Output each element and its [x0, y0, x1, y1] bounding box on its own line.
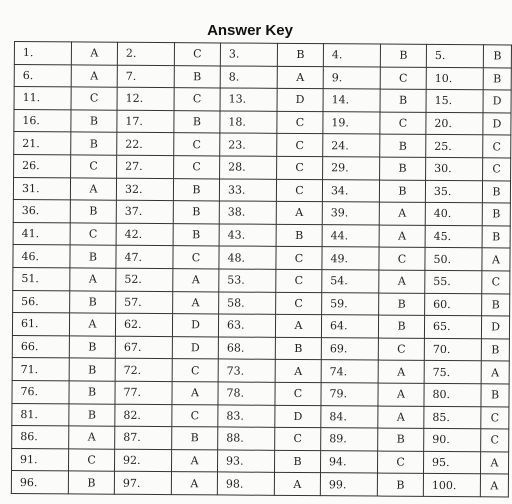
answer-letter: B — [379, 180, 425, 203]
answer-letter: A — [482, 248, 510, 271]
answer-letter: B — [173, 178, 219, 201]
question-number: 79. — [321, 383, 378, 406]
answer-letter: C — [483, 158, 511, 181]
answer-letter: B — [380, 89, 426, 112]
answer-letter: B — [173, 223, 219, 246]
answer-letter: C — [277, 111, 323, 134]
answer-letter: C — [277, 134, 323, 157]
answer-letter: C — [173, 246, 219, 269]
answer-letter: A — [275, 314, 321, 337]
answer-letter: B — [379, 293, 425, 316]
question-number: 5. — [426, 44, 483, 67]
answer-letter: B — [274, 450, 320, 473]
question-number: 8. — [220, 66, 277, 89]
answer-letter: B — [378, 428, 424, 451]
answer-letter: B — [380, 134, 426, 157]
question-number: 12. — [117, 87, 174, 110]
answer-letter: B — [69, 403, 115, 426]
answer-letter: B — [483, 45, 511, 68]
question-number: 25. — [426, 135, 483, 158]
question-number: 75. — [424, 361, 481, 384]
question-number: 18. — [220, 111, 277, 134]
question-number: 35. — [425, 180, 482, 203]
answer-letter: A — [481, 361, 509, 384]
answer-letter: A — [378, 360, 424, 383]
question-number: 80. — [424, 383, 481, 406]
question-number: 81. — [12, 403, 69, 426]
answer-letter: B — [71, 110, 117, 133]
answer-letter: C — [174, 88, 220, 111]
question-number: 85. — [424, 406, 481, 429]
answer-letter: A — [277, 66, 323, 89]
question-number: 94. — [320, 450, 377, 473]
answer-letter: A — [480, 474, 508, 497]
answer-letter: D — [277, 89, 323, 112]
question-number: 84. — [321, 405, 378, 428]
question-number: 100. — [423, 474, 480, 497]
question-number: 61. — [12, 313, 69, 336]
answer-letter: B — [377, 473, 423, 496]
question-number: 21. — [14, 132, 71, 155]
answer-letter: B — [380, 44, 426, 67]
question-number: 30. — [426, 157, 483, 180]
answer-letter: A — [276, 201, 322, 224]
question-number: 47. — [116, 246, 173, 269]
question-number: 98. — [217, 472, 274, 495]
question-number: 53. — [219, 269, 276, 292]
question-number: 95. — [423, 451, 480, 474]
question-number: 9. — [323, 66, 380, 89]
answer-letter: D — [483, 113, 511, 136]
question-number: 91. — [11, 448, 68, 471]
question-number: 15. — [426, 90, 483, 113]
question-number: 2. — [117, 42, 174, 65]
answer-letter: B — [481, 338, 509, 361]
question-number: 13. — [220, 88, 277, 111]
question-number: 72. — [115, 359, 172, 382]
answer-letter: A — [71, 42, 117, 65]
question-number: 4. — [323, 44, 380, 67]
answer-letter: B — [173, 201, 219, 224]
question-number: 66. — [12, 335, 69, 358]
answer-letter: C — [378, 338, 424, 361]
table-row — [11, 471, 508, 497]
question-number: 65. — [424, 315, 481, 338]
question-number: 23. — [220, 133, 277, 156]
question-number: 38. — [219, 201, 276, 224]
question-number: 7. — [117, 65, 174, 88]
answer-letter: C — [481, 406, 509, 429]
answer-letter: C — [68, 449, 114, 472]
answer-letter: B — [70, 290, 116, 313]
answer-letter: B — [482, 293, 510, 316]
question-number: 28. — [220, 156, 277, 179]
answer-letter: B — [172, 427, 218, 450]
answer-letter: C — [276, 292, 322, 315]
question-number: 14. — [323, 89, 380, 112]
answer-letter: C — [276, 269, 322, 292]
question-number: 73. — [218, 359, 275, 382]
question-number: 37. — [116, 200, 173, 223]
answer-letter: A — [70, 177, 116, 200]
answer-letter: B — [69, 381, 115, 404]
answer-letter: C — [481, 429, 509, 452]
question-number: 62. — [115, 313, 172, 336]
question-number: 17. — [117, 110, 174, 133]
answer-letter: A — [69, 426, 115, 449]
answer-letter: B — [70, 200, 116, 223]
answer-letter: C — [174, 156, 220, 179]
question-number: 48. — [219, 246, 276, 269]
question-number: 77. — [115, 381, 172, 404]
answer-letter: C — [380, 67, 426, 90]
answer-letter: A — [379, 225, 425, 248]
question-number: 1. — [14, 42, 71, 65]
question-number: 11. — [14, 87, 71, 110]
answer-letter: D — [481, 316, 509, 339]
question-number: 82. — [115, 404, 172, 427]
question-number: 27. — [117, 155, 174, 178]
question-number: 3. — [220, 43, 277, 66]
question-number: 96. — [11, 471, 68, 494]
answer-letter: B — [380, 157, 426, 180]
question-number: 51. — [13, 267, 70, 290]
answer-letter: A — [274, 473, 320, 496]
answer-letter: A — [171, 449, 217, 472]
question-number: 71. — [12, 358, 69, 381]
answer-letter: C — [71, 155, 117, 178]
question-number: 6. — [14, 64, 71, 87]
question-number: 92. — [114, 449, 171, 472]
question-number: 39. — [322, 202, 379, 225]
question-number: 78. — [218, 382, 275, 405]
question-number: 44. — [322, 224, 379, 247]
answer-letter: C — [276, 247, 322, 270]
answer-letter: D — [172, 314, 218, 337]
question-number: 36. — [13, 200, 70, 223]
question-number: 88. — [218, 427, 275, 450]
answer-letter: B — [174, 110, 220, 133]
question-number: 97. — [114, 471, 171, 494]
answer-letter: B — [69, 336, 115, 359]
question-number: 90. — [424, 428, 481, 451]
answer-letter: A — [71, 64, 117, 87]
answer-letter: C — [483, 135, 511, 158]
answer-letter: B — [174, 65, 220, 88]
question-number: 86. — [12, 426, 69, 449]
question-number: 76. — [12, 380, 69, 403]
question-number: 49. — [322, 247, 379, 270]
question-number: 69. — [321, 337, 378, 360]
question-number: 32. — [116, 178, 173, 201]
question-number: 41. — [13, 222, 70, 245]
answer-letter: A — [173, 269, 219, 292]
question-number: 55. — [425, 270, 482, 293]
answer-letter: A — [173, 291, 219, 314]
page-title: Answer Key — [207, 22, 293, 39]
question-number: 64. — [321, 315, 378, 338]
question-number: 45. — [425, 225, 482, 248]
answer-letter: B — [482, 203, 510, 226]
answer-letter: C — [70, 223, 116, 246]
answer-letter: C — [275, 427, 321, 450]
question-number: 33. — [219, 179, 276, 202]
question-number: 87. — [115, 426, 172, 449]
question-number: 29. — [323, 157, 380, 180]
question-number: 31. — [13, 177, 70, 200]
answer-letter: C — [172, 359, 218, 382]
answer-letter: A — [378, 383, 424, 406]
question-number: 26. — [14, 154, 71, 177]
question-number: 52. — [116, 268, 173, 291]
answer-letter: A — [379, 270, 425, 293]
answer-letter: B — [69, 358, 115, 381]
answer-letter: C — [174, 133, 220, 156]
question-number: 68. — [218, 337, 275, 360]
answer-letter: B — [481, 384, 509, 407]
answer-letter: B — [482, 180, 510, 203]
answer-letter: C — [174, 43, 220, 66]
question-number: 54. — [322, 270, 379, 293]
answer-letter: B — [276, 224, 322, 247]
question-number: 58. — [219, 291, 276, 314]
question-number: 60. — [425, 293, 482, 316]
answer-letter: C — [377, 451, 423, 474]
answer-letter: B — [71, 132, 117, 155]
answer-letter: A — [480, 451, 508, 474]
question-number: 20. — [426, 112, 483, 135]
question-number: 43. — [219, 224, 276, 247]
question-number: 93. — [217, 450, 274, 473]
question-number: 70. — [424, 338, 481, 361]
answer-letter: A — [378, 406, 424, 429]
answer-letter: A — [69, 313, 115, 336]
answer-letter: A — [70, 268, 116, 291]
answer-letter: C — [172, 404, 218, 427]
answer-key-table — [11, 41, 512, 497]
question-number: 67. — [115, 336, 172, 359]
answer-letter: C — [277, 156, 323, 179]
question-number: 10. — [426, 67, 483, 90]
question-number: 56. — [13, 290, 70, 313]
answer-letter: A — [171, 472, 217, 495]
question-number: 83. — [218, 404, 275, 427]
question-number: 40. — [425, 203, 482, 226]
question-number: 57. — [116, 291, 173, 314]
answer-letter: D — [172, 336, 218, 359]
answer-letter: B — [277, 43, 323, 66]
answer-letter: B — [483, 67, 511, 90]
question-number: 42. — [116, 223, 173, 246]
answer-letter: A — [172, 382, 218, 405]
question-number: 24. — [323, 134, 380, 157]
question-number: 50. — [425, 248, 482, 271]
question-number: 63. — [218, 314, 275, 337]
question-number: 34. — [322, 179, 379, 202]
question-number: 46. — [13, 245, 70, 268]
answer-letter: B — [68, 471, 114, 494]
answer-letter: B — [378, 315, 424, 338]
answer-letter: D — [275, 405, 321, 428]
answer-letter: A — [275, 360, 321, 383]
answer-letter: D — [483, 90, 511, 113]
question-number: 19. — [323, 111, 380, 134]
answer-key-body — [11, 42, 511, 497]
answer-letter: C — [71, 87, 117, 110]
answer-letter: C — [275, 382, 321, 405]
answer-letter: C — [482, 271, 510, 294]
answer-letter: C — [379, 247, 425, 270]
answer-letter: B — [482, 226, 510, 249]
answer-letter: B — [275, 337, 321, 360]
question-number: 74. — [321, 360, 378, 383]
answer-letter: C — [380, 112, 426, 135]
question-number: 89. — [321, 428, 378, 451]
answer-letter: B — [70, 245, 116, 268]
question-number: 59. — [322, 292, 379, 315]
answer-letter: C — [276, 179, 322, 202]
answer-letter: A — [379, 202, 425, 225]
question-number: 16. — [14, 109, 71, 132]
question-number: 99. — [320, 473, 377, 496]
question-number: 22. — [117, 133, 174, 156]
